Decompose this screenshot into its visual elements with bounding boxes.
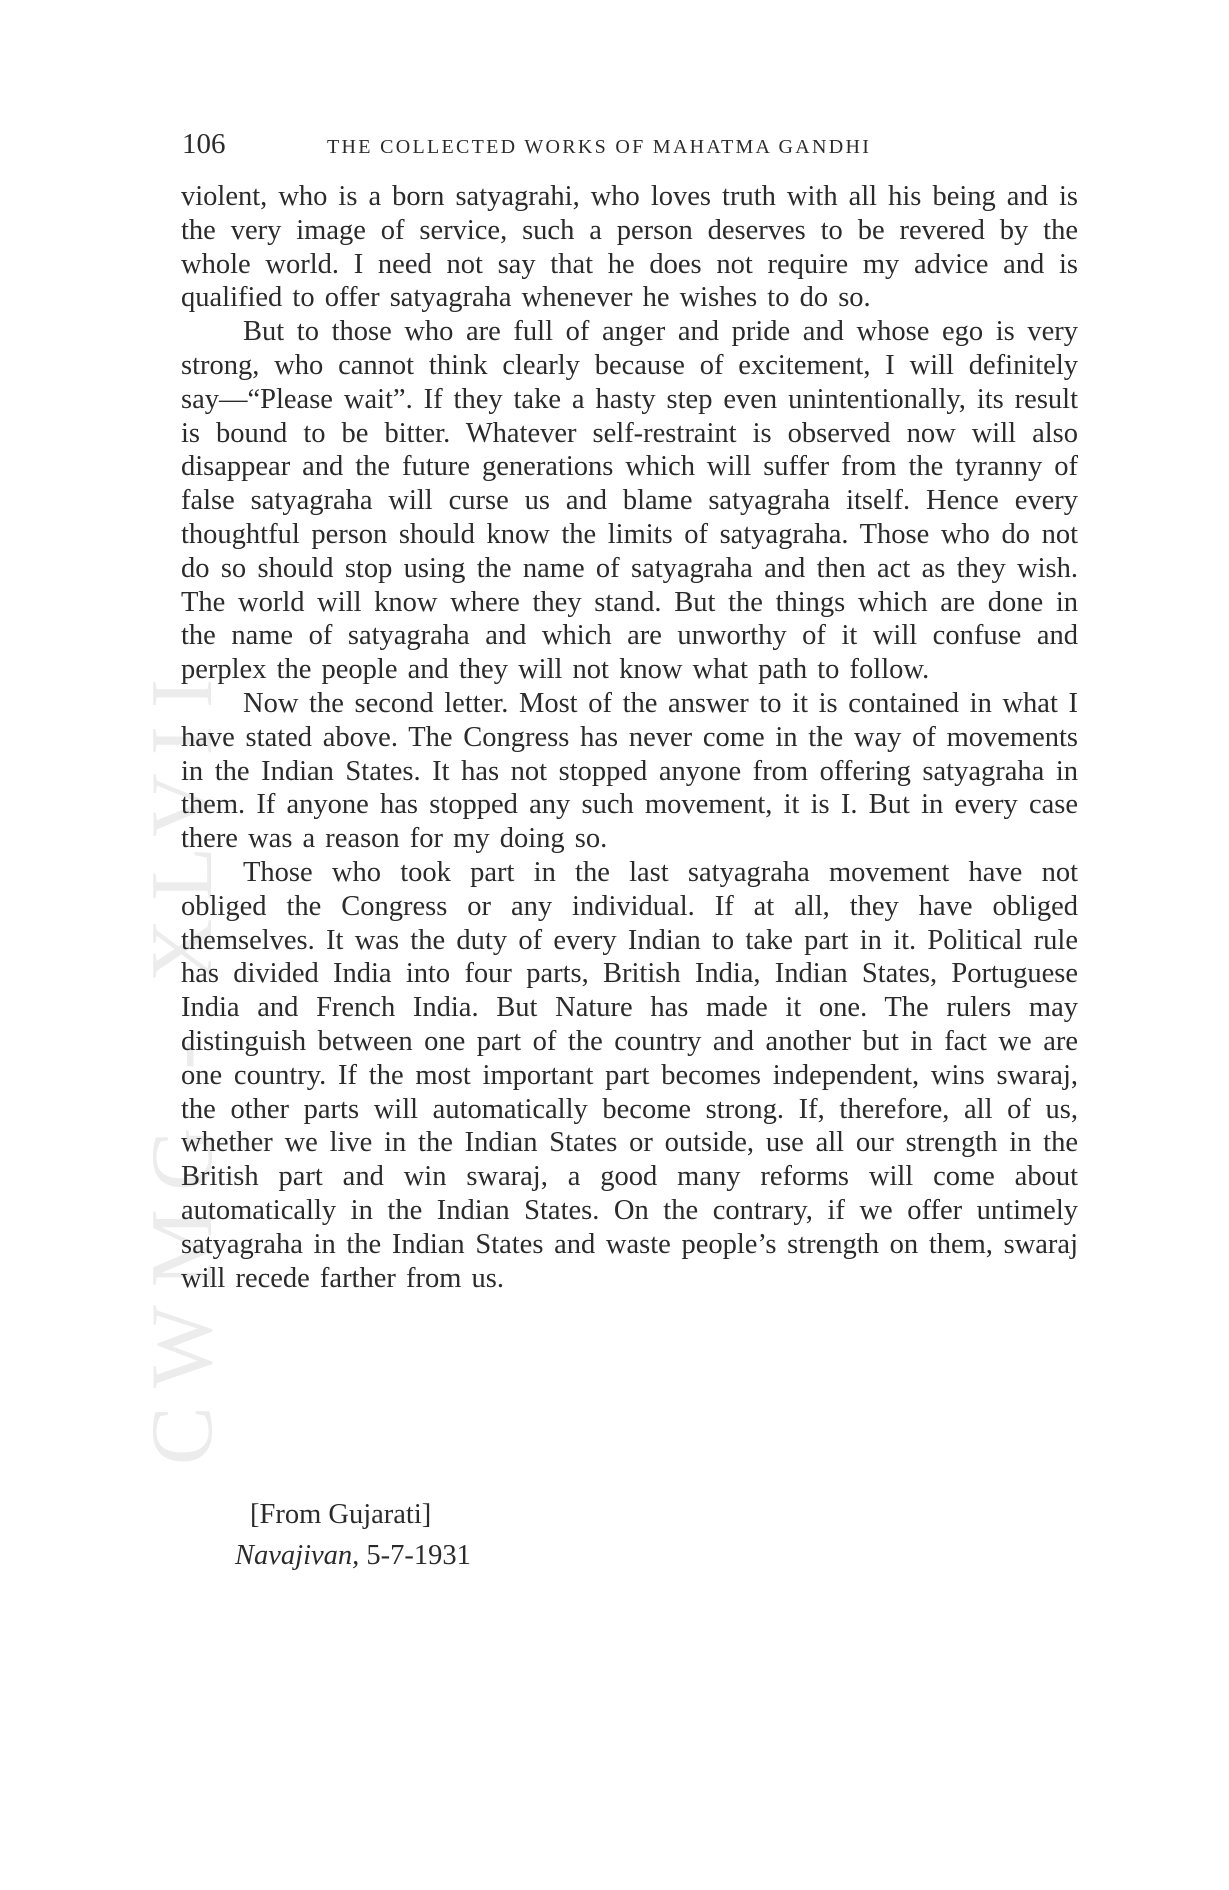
paragraph: But to those who are full of anger and pride and whose ego is very strong, who cannot think clearly because of excitement, I will definitely say—“Please wait”. If they take a hasty step even unintentionally, its result is bound to be bitter. Whatever self-restraint is observed now will also disappear and the future generations which will suffer from the tyranny of false satyagraha will curse us and blame satyagraha itself. Hence every thoughtful person should know the limits of satyagraha. Those who do not do so should stop using the name of satyagraha and then act as they wish. The world will know where they stand. But the things which are done in the name of satyagraha and which are unworthy of it will confuse and perplex the people and they will not know what path to follow. bbox=[181, 316, 1078, 686]
page-number: 106 bbox=[182, 128, 226, 160]
body-text bbox=[181, 180, 1078, 1295]
page-header bbox=[182, 128, 1082, 168]
source-note: [From Gujarati] bbox=[250, 1499, 432, 1530]
citation bbox=[235, 1540, 471, 1572]
watermark: CWMG - XLVII bbox=[134, 660, 231, 1465]
paragraph: Those who took part in the last satyagraha movement have not obliged the Congress or any individual. If at all, they have obliged themselves. It was the duty of every Indian to take part in it. Political rule has divided India into four parts, British India, Indian States, Portuguese India and French India. But Nature has made it one. The rulers may distinguish between one part of the country and another but in fact we are one country. If the most important part becomes independent, wins swaraj, the other parts will automatically become strong. If, therefore, all of us, whether we live in the Indian States or outside, use all our strength in the British part and win swaraj, a good many reforms will come about automatically in the Indian States. On the contrary, if we offer untimely satyagraha in the Indian States and waste people’s strength on them, swaraj will recede farther from us. bbox=[181, 856, 1078, 1294]
paragraph-continued: violent, who is a born satyagrahi, who loves truth with all his being and is the very image of service, such a person deserves to be revered by the whole world. I need not say that he does not require my advice and is qualified to offer satyagraha whenever he wishes to do so. bbox=[181, 181, 1078, 314]
paragraph: Now the second letter. Most of the answer to it is contained in what I have stated above. The Congress has never come in the way of movements in the Indian States. It has not stopped anyone from offering satyagraha in them. If anyone has stopped any such movement, it is I. But in every case there was a reason for my doing so. bbox=[181, 687, 1078, 855]
running-title: THE COLLECTED WORKS OF MAHATMA GANDHI bbox=[327, 136, 872, 158]
publication-name: Navajivan, bbox=[235, 1540, 360, 1571]
publication-date: 5-7-1931 bbox=[366, 1540, 471, 1571]
